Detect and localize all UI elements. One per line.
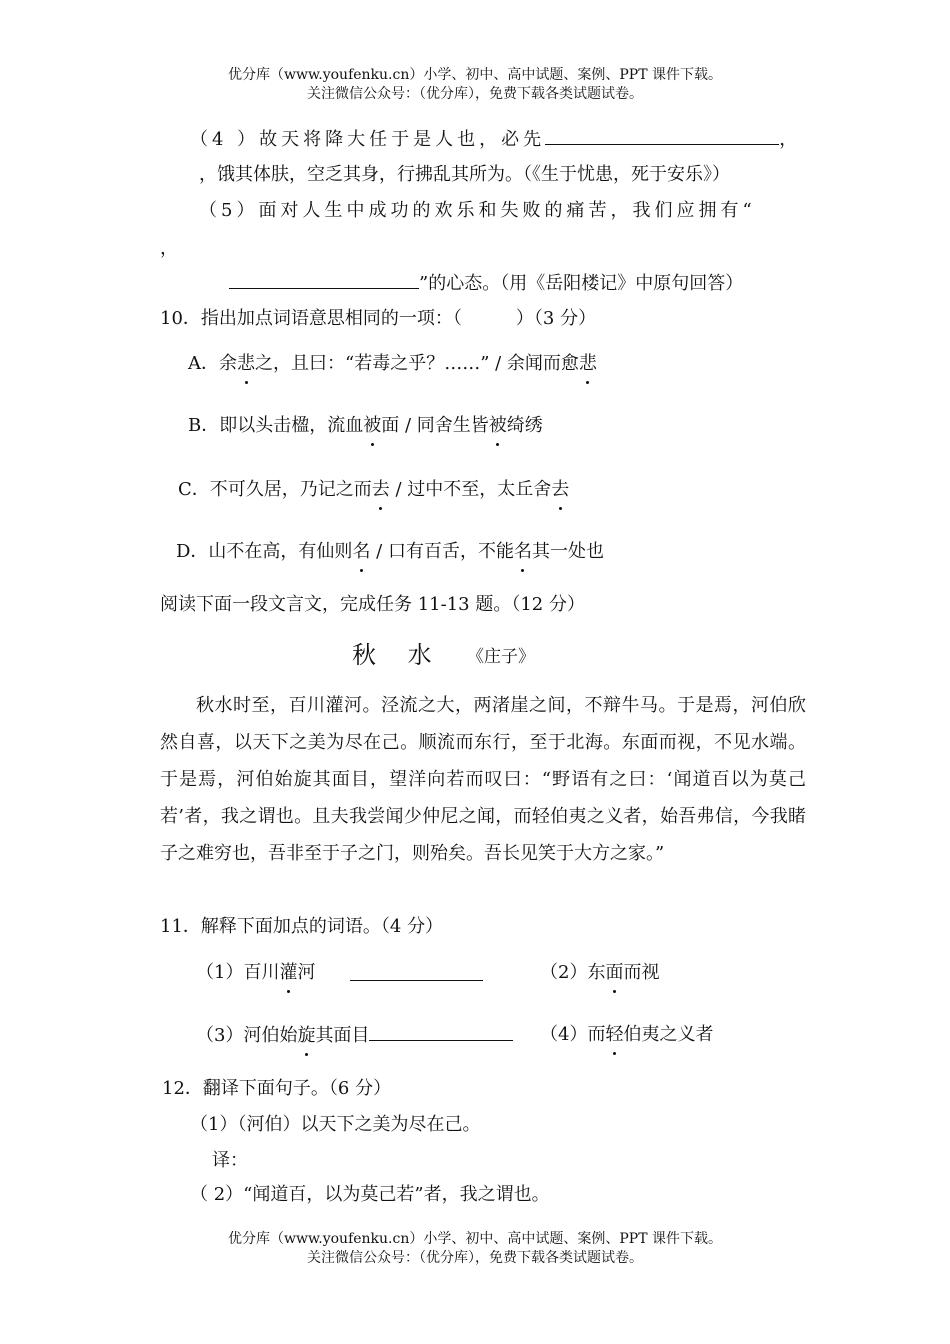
dotted-word: 旋: [297, 1023, 315, 1049]
dotted-word: 名: [514, 539, 532, 565]
q9-item5-end: ”的心态。（用《岳阳楼记》中原句回答）: [419, 273, 744, 294]
option-text: A．余: [188, 353, 237, 374]
dotted-word: 面: [605, 960, 623, 986]
dotted-word: 去: [551, 477, 569, 503]
q10-stem: 10．指出加点词语意思相同的一项：（ ）（3 分）: [160, 308, 597, 329]
q9-item5: （5）面对人生中成功的欢乐和失败的痛苦，我们应拥有“: [199, 200, 756, 221]
q12-sentence-1: （1）（河伯）以天下之美为尽在己。: [190, 1114, 481, 1135]
q9-item4-blank[interactable]: [545, 126, 779, 145]
item-text: （1）百川: [196, 962, 280, 983]
q10-option-b[interactable]: [188, 413, 543, 439]
dotted-word: 轻: [605, 1022, 623, 1048]
header-line-1: 优分库（www.youfenku.cn）小学、初中、高中试题、案例、PPT 课件下载。: [227, 67, 722, 83]
q11-stem: 11．解释下面加点的词语。（4 分）: [160, 916, 444, 937]
q12-translate-label: 译：: [212, 1150, 248, 1171]
q9-item5-blank[interactable]: [229, 270, 419, 289]
q9-item5-comma: ，: [160, 238, 178, 259]
header-line-2: 关注微信公众号：（优分库），免费下载各类试题试卷。: [307, 86, 643, 102]
footer-line-2: 关注微信公众号：（优分库），免费下载各类试题试卷。: [307, 1250, 643, 1266]
q12-stem: 12．翻译下面句子。（6 分）: [162, 1078, 392, 1099]
dotted-word: 名: [352, 539, 370, 565]
q9-item4: [190, 126, 801, 153]
passage-source: 《庄子》: [467, 647, 535, 667]
option-text: 其一处也: [531, 541, 604, 562]
passage-title: 秋 水: [352, 641, 432, 669]
item-text: 伯夷之义者: [623, 1024, 714, 1045]
option-text: D．山不在高，有仙则: [176, 541, 353, 562]
option-text: / 口有百舌，不能: [370, 541, 514, 562]
item-text: （3）河伯始: [196, 1025, 298, 1046]
item-text: （2）东: [540, 962, 606, 983]
option-text: 面 / 同舍生皆: [381, 415, 489, 436]
item-text: （4）而: [540, 1024, 606, 1045]
item-text: 河: [297, 962, 316, 983]
q9-item4-cont: ，饿其体肤，空乏其身，行拂乱其所为。（《生于忧患，死于安乐》）: [199, 164, 730, 185]
q11-item-1: [196, 960, 315, 986]
passage-text: 秋水时至，百川灌河。泾流之大，两渚崖之间，不辩牛马。于是焉，河伯欣然自喜，以天下之美为尽在己。顺流而东行，至于北海。东面而视，不见水端。于是焉，河伯始旋其面目，望洋向若而叹曰：“野语有之曰：‘闻道百以为莫己若’者，我之谓也。且夫我尝闻少仲尼之闻，而轻伯夷之义者，始吾弗信，今我睹子之难穷也，吾非至于子之门，则殆矣。吾长见笑于大方之家。”: [160, 695, 806, 864]
q9-item5-end-line: [229, 270, 743, 297]
q11-item-1-blank[interactable]: [350, 962, 483, 981]
q10-option-c[interactable]: [178, 477, 569, 503]
q10-option-d[interactable]: [176, 539, 604, 565]
q11-item-3-blank[interactable]: [369, 1022, 513, 1041]
q9-item4-text: （4 ）故天将降大任于是人也，必先: [190, 129, 546, 150]
q11-item-2: [540, 960, 659, 986]
q9-item4-comma: ，: [779, 129, 802, 150]
q11-item-4: [540, 1022, 713, 1048]
option-text: 绮绣: [506, 415, 543, 436]
item-text: 而视: [623, 962, 660, 983]
dotted-word: 去: [372, 477, 390, 503]
q10-option-a[interactable]: [188, 351, 597, 377]
item-text: 其面目: [315, 1025, 370, 1046]
option-text: 之，且曰：“若毒之乎？……” / 余闻而愈: [255, 353, 579, 374]
footer-line-1: 优分库（www.youfenku.cn）小学、初中、高中试题、案例、PPT 课件下载。: [227, 1231, 722, 1247]
reading-intro: 阅读下面一段文言文，完成任务 11-13 题。（12 分）: [160, 594, 585, 615]
dotted-word: 被: [363, 413, 381, 439]
q12-sentence-2: （ 2）“闻道百，以为莫己若”者，我之谓也。: [190, 1184, 550, 1205]
option-text: C．不可久居，乃记之而: [178, 479, 372, 500]
dotted-word: 灌: [279, 960, 297, 986]
dotted-word: 悲: [237, 351, 255, 377]
option-text: / 过中不至，太丘舍: [389, 479, 552, 500]
q11-item-3: [196, 1022, 513, 1049]
option-text: B．即以头击楹，流血: [188, 415, 364, 436]
dotted-word: 被: [489, 413, 507, 439]
dotted-word: 悲: [579, 351, 597, 377]
